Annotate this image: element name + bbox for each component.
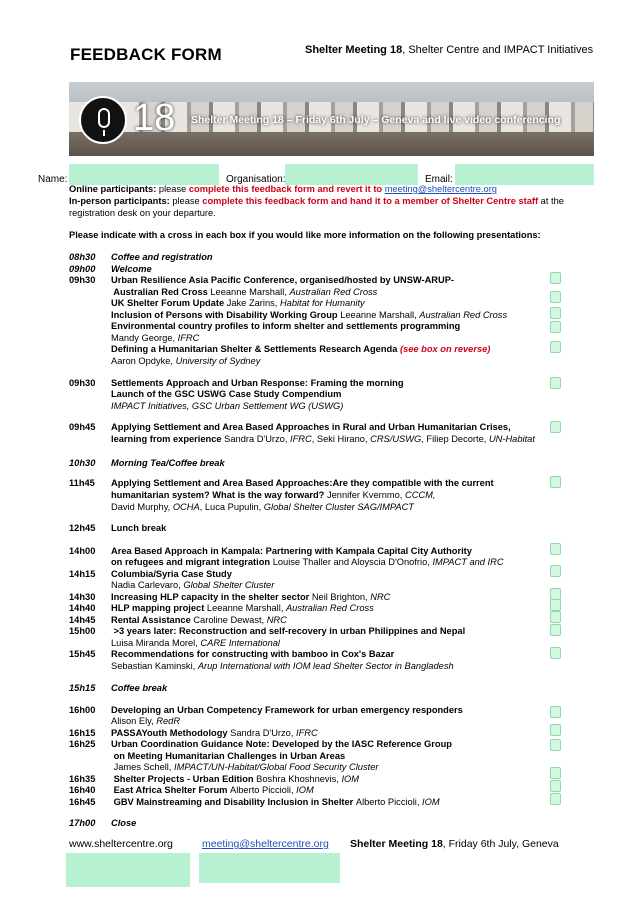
agenda-organisation: Australian Red Cross <box>289 287 378 297</box>
footer-field-left[interactable] <box>66 853 190 887</box>
agenda-speaker: Louise Thaller and Aloyscia D'Onofrio, <box>272 557 433 567</box>
agenda-time: 14h15 <box>69 569 96 579</box>
agenda-title: Recommendations for constructing with bamboo in Cox's Bazar <box>111 649 395 659</box>
agenda-row <box>69 638 280 650</box>
agenda-row <box>69 434 535 446</box>
agenda-speaker: Alison Ely, <box>111 716 157 726</box>
agenda-title: Urban Resilience Asia Pacific Conference, organised/hosted by UNSW-ARUP- <box>111 275 455 285</box>
agenda-speaker: Jake Zarins, <box>226 298 280 308</box>
agenda-row <box>69 264 152 276</box>
agenda-time: 16h00 <box>69 705 96 715</box>
banner-text: Shelter Meeting 18 – Friday 6th July – Geneva and live video conferencing <box>191 114 561 126</box>
agenda-row <box>69 615 287 627</box>
organisation-label: Organisation: <box>226 174 286 185</box>
agenda-row <box>69 422 511 434</box>
agenda-row <box>69 401 343 413</box>
agenda-title: Coffee and registration <box>111 252 213 262</box>
agenda-organisation: UN-Habitat <box>488 434 535 444</box>
agenda-speaker: Leeanne Marshall, <box>340 310 420 320</box>
agenda-title: Shelter Projects - Urban Edition <box>111 774 257 784</box>
agenda-row <box>69 275 454 287</box>
agenda-speaker: Sandra D'Urzo, <box>230 728 296 738</box>
agenda-row <box>69 458 225 470</box>
agenda-row <box>69 490 435 502</box>
agenda-speaker: Jennifer Kvernmo, <box>326 490 405 500</box>
agenda-organisation: Global Shelter Cluster SAG/IMPACT <box>263 502 414 512</box>
agenda-title: Lunch break <box>111 523 167 533</box>
agenda-row <box>69 762 378 774</box>
agenda-speaker: , Seki Hirano, <box>311 434 371 444</box>
agenda-title: Applying Settlement and Area Based Approaches:Are they compatible with the current <box>111 478 494 488</box>
agenda-row <box>69 378 404 390</box>
agenda-title: UK Shelter Forum Update <box>111 298 227 308</box>
checkbox[interactable] <box>550 565 561 577</box>
checkbox[interactable] <box>550 739 561 751</box>
agenda-title: Area Based Approach in Kampala: Partnering with Kampala Capital City Authority <box>111 546 472 556</box>
agenda-speaker: Alberto Piccioli, <box>230 785 297 795</box>
agenda-time: 16h15 <box>69 728 96 738</box>
footer-meeting: Shelter Meeting 18, Friday 6th July, Geneva <box>350 838 559 850</box>
agenda-time: 09h30 <box>69 275 96 285</box>
agenda-organisation: IMPACT and IRC <box>432 557 504 567</box>
checkbox[interactable] <box>550 341 561 353</box>
agenda-time: 14h40 <box>69 603 96 613</box>
agenda-row <box>69 661 454 673</box>
agenda-time: 15h15 <box>69 683 96 693</box>
email-field[interactable] <box>455 164 594 185</box>
agenda-speaker: , Filiep Decorte, <box>421 434 489 444</box>
agenda-row <box>69 546 472 558</box>
agenda-title: Morning Tea/Coffee break <box>111 458 225 468</box>
agenda-speaker: David Murphy, <box>111 502 173 512</box>
event-banner <box>69 82 594 156</box>
agenda-title: Applying Settlement and Area Based Approaches in Rural and Urban Humanitarian Crises, <box>111 422 511 432</box>
agenda-row <box>69 603 374 615</box>
inperson-instruction: In-person participants: please complete this feedback form and hand it to a member of Shelter Centre staff at the registration desk on your departure. <box>69 196 564 218</box>
agenda-row <box>69 310 507 322</box>
agenda-organisation: IMPACT/UN-Habitat/Global Food Security Cluster <box>174 762 379 772</box>
checkbox[interactable] <box>550 543 561 555</box>
checkbox[interactable] <box>550 611 561 623</box>
agenda-title: Launch of the GSC USWG Case Study Compendium <box>111 389 342 399</box>
online-instruction: Online participants: please complete this feedback form and revert it to meeting@sheltercentre.org <box>69 184 497 194</box>
organisation-field[interactable] <box>285 164 418 185</box>
agenda-title: Welcome <box>111 264 152 274</box>
checkbox[interactable] <box>550 291 561 303</box>
agenda-row <box>69 287 377 299</box>
agenda-row <box>69 298 365 310</box>
agenda-organisation: CCCM, <box>404 490 436 500</box>
footer-field-right[interactable] <box>199 853 340 883</box>
agenda-speaker: Leeanne Marshall, <box>210 287 290 297</box>
agenda-time: 10h30 <box>69 458 96 468</box>
name-field[interactable] <box>69 164 219 185</box>
agenda-time: 15h45 <box>69 649 96 659</box>
agenda-row <box>69 252 213 264</box>
agenda-row <box>69 557 504 569</box>
agenda-time: 17h00 <box>69 818 96 828</box>
agenda-speaker: Alberto Piccioli, <box>355 797 423 807</box>
agenda-organisation: OCHA <box>172 502 200 512</box>
agenda-speaker: Mandy George, <box>111 333 178 343</box>
agenda-row <box>69 344 490 356</box>
agenda-speaker: James Schell, <box>111 762 175 772</box>
footer-website[interactable]: www.sheltercentre.org <box>69 838 173 850</box>
agenda-organisation: IOM <box>341 774 360 784</box>
checkbox[interactable] <box>550 624 561 636</box>
agenda-row <box>69 389 341 401</box>
agenda-organisation: RedR <box>156 716 181 726</box>
footer-email-link[interactable]: meeting@sheltercentre.org <box>202 838 329 850</box>
agenda-title: on refugees and migrant integration <box>111 557 273 567</box>
agenda-title: Urban Coordination Guidance Note: Developed by the IASC Reference Group <box>111 739 452 749</box>
agenda-row <box>69 774 359 786</box>
agenda-row <box>69 569 232 581</box>
agenda-time: 16h40 <box>69 785 96 795</box>
name-label: Name: <box>38 174 68 185</box>
online-email-link[interactable]: meeting@sheltercentre.org <box>384 184 497 194</box>
agenda-row <box>69 523 166 535</box>
agenda-row <box>69 785 314 797</box>
agenda-row <box>69 683 167 695</box>
agenda-organisation: IFRC <box>177 333 200 343</box>
agenda-speaker: Sandra D'Urzo, <box>224 434 291 444</box>
agenda-row <box>69 705 463 717</box>
agenda-speaker: Leeanne Marshall, <box>206 603 286 613</box>
agenda-title: Inclusion of Persons with Disability Working Group <box>111 310 341 320</box>
agenda-row <box>69 716 180 728</box>
meeting-header <box>305 44 593 58</box>
agenda-row <box>69 818 136 830</box>
form-title: FEEDBACK FORM <box>70 45 222 64</box>
agenda-title: HLP mapping project <box>111 603 207 613</box>
agenda-row <box>69 751 345 763</box>
agenda-row <box>69 592 390 604</box>
agenda-row <box>69 356 260 368</box>
agenda-title: Increasing HLP capacity in the shelter sector <box>111 592 312 602</box>
agenda-row <box>69 333 199 345</box>
checkbox[interactable] <box>550 377 561 389</box>
agenda-row <box>69 502 414 514</box>
agenda-time: 15h00 <box>69 626 96 636</box>
agenda-speaker: Nadia Carlevaro, <box>111 580 184 590</box>
agenda-organisation: University of Sydney <box>175 356 261 366</box>
agenda-title: Close <box>111 818 137 828</box>
agenda-title: learning from experience <box>111 434 225 444</box>
agenda-time: 09h00 <box>69 264 96 274</box>
agenda-row <box>69 797 440 809</box>
agenda-row <box>69 626 465 638</box>
banner-number: 18 <box>133 97 176 139</box>
checkbox[interactable] <box>550 780 561 792</box>
checkbox[interactable] <box>550 307 561 319</box>
agenda-title: Environmental country profiles to inform shelter and settlements programming <box>111 321 461 331</box>
agenda-time: 08h30 <box>69 252 96 262</box>
checkbox[interactable] <box>550 767 561 779</box>
agenda-organisation: Habitat for Humanity <box>279 298 365 308</box>
agenda-title: Settlements Approach and Urban Response: Framing the morning <box>111 378 404 388</box>
agenda-speaker: Caroline Dewast, <box>193 615 267 625</box>
agenda-organisation: NRC <box>370 592 391 602</box>
agenda-time: 16h25 <box>69 739 96 749</box>
agenda-organisation: Global Shelter Cluster <box>183 580 275 590</box>
agenda-row <box>69 478 494 490</box>
meeting-header-rest: , Shelter Centre and IMPACT Initiatives <box>402 44 594 56</box>
agenda-organisation: IFRC <box>296 728 318 738</box>
agenda-row <box>69 728 318 740</box>
agenda-row <box>69 649 394 661</box>
agenda-title: Columbia/Syria Case Study <box>111 569 232 579</box>
agenda-title: Coffee break <box>111 683 168 693</box>
agenda-speaker: Boshra Khoshnevis, <box>256 774 342 784</box>
agenda-time: 09h30 <box>69 378 96 388</box>
checkbox[interactable] <box>550 724 561 736</box>
meeting-header-bold: Shelter Meeting 18 <box>305 44 403 56</box>
agenda-time: 09h45 <box>69 422 96 432</box>
agenda-title: humanitarian system? What is the way forward? <box>111 490 327 500</box>
checkbox[interactable] <box>550 793 561 805</box>
agenda-title: PASSAYouth Methodology <box>111 728 231 738</box>
agenda-title: on Meeting Humanitarian Challenges in Urban Areas <box>111 751 346 761</box>
checkbox[interactable] <box>550 647 561 659</box>
checkbox[interactable] <box>550 321 561 333</box>
email-label: Email: <box>425 174 453 185</box>
checkbox[interactable] <box>550 476 561 488</box>
agenda-title: GBV Mainstreaming and Disability Inclusion in Shelter <box>111 797 356 807</box>
cross-instruction: Please indicate with a cross in each box if you would like more information on the following presentations: <box>69 230 541 240</box>
agenda-row <box>69 321 460 333</box>
agenda-speaker: Sebastian Kaminski, <box>111 661 198 671</box>
agenda-organisation: CARE International <box>200 638 280 648</box>
agenda-title: Developing an Urban Competency Framework for urban emergency responders <box>111 705 463 715</box>
agenda-organisation: Australian Red Cross <box>419 310 508 320</box>
agenda-note: (see box on reverse) <box>399 344 491 354</box>
agenda-time: 14h45 <box>69 615 96 625</box>
checkbox[interactable] <box>550 272 561 284</box>
agenda-speaker: , Luca Pupulin, <box>199 502 264 512</box>
agenda-speaker: Neil Brighton, <box>311 592 371 602</box>
agenda-row <box>69 739 452 751</box>
agenda-title: Defining a Humanitarian Shelter & Settlements Research Agenda <box>111 344 400 354</box>
agenda-time: 14h30 <box>69 592 96 602</box>
agenda-speaker: Aaron Opdyke, <box>111 356 176 366</box>
agenda-time: 11h45 <box>69 478 95 488</box>
agenda-time: 12h45 <box>69 523 96 533</box>
agenda-row <box>69 580 274 592</box>
agenda-organisation: IFRC <box>290 434 312 444</box>
checkbox[interactable] <box>550 421 561 433</box>
agenda-organisation: IMPACT Initiatives, GSC Urban Settlement WG (USWG) <box>111 401 344 411</box>
agenda-organisation: Australian Red Cross <box>285 603 374 613</box>
agenda-title: Rental Assistance <box>111 615 194 625</box>
microphone-icon <box>79 96 127 144</box>
checkbox[interactable] <box>550 599 561 611</box>
agenda-time: 16h35 <box>69 774 96 784</box>
agenda-time: 14h00 <box>69 546 96 556</box>
agenda-title: Australian Red Cross <box>111 287 211 297</box>
agenda-title: >3 years later: Reconstruction and self-recovery in urban Philippines and Nepal <box>111 626 466 636</box>
agenda-organisation: Arup International with IOM lead Shelter Sector in Bangladesh <box>197 661 454 671</box>
agenda-organisation: IOM <box>422 797 440 807</box>
checkbox[interactable] <box>550 706 561 718</box>
agenda-speaker: Luisa Miranda Morel, <box>111 638 201 648</box>
agenda-time: 16h45 <box>69 797 96 807</box>
agenda-organisation: CRS/USWG <box>370 434 422 444</box>
agenda-title: East Africa Shelter Forum <box>111 785 230 795</box>
agenda-organisation: IOM <box>296 785 314 795</box>
agenda-organisation: NRC <box>266 615 287 625</box>
